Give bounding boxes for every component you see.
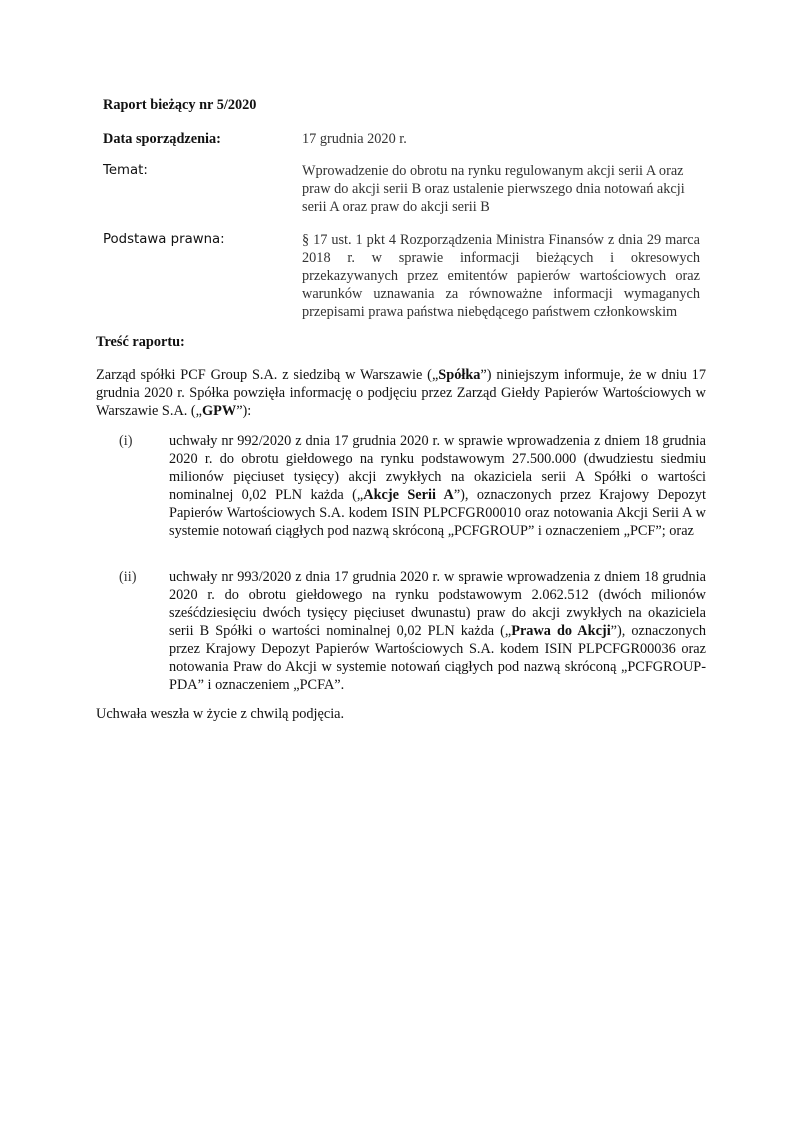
subject-label: Temat:	[103, 163, 148, 178]
list-item-number: (ii)	[119, 569, 137, 585]
report-title: Raport bieżący nr 5/2020	[103, 97, 257, 113]
intro-bold-gpw: GPW	[202, 403, 237, 419]
legal-basis-label: Podstawa prawna:	[103, 232, 225, 247]
intro-bold-spolka: Spółka	[438, 367, 481, 383]
date-label: Data sporządzenia:	[103, 131, 221, 147]
content-heading: Treść raportu:	[96, 334, 185, 350]
list-item-bold: Prawa do Akcji	[511, 623, 611, 639]
intro-paragraph	[96, 366, 706, 420]
list-item-text-part: uchwały nr 992/2020 z dnia 17 grudnia 2020 r. w sprawie wprowadzenia z dniem 18 grudnia 2020 r. do obrotu giełdowego na rynku podstawowym 27.500.000 (dwudziestu siedmiu milionów pięciuset tysięcy) akcji zwykłych na okaziciela serii A Spółki o wartości nominalnej 0,02 PLN każda („	[169, 433, 706, 503]
list-item-bold: Akcje Serii A	[363, 487, 454, 503]
closing-sentence: Uchwała weszła w życie z chwilą podjęcia.	[96, 706, 345, 722]
intro-text-1: Zarząd spółki PCF Group S.A. z siedzibą w Warszawie („	[96, 367, 439, 383]
list-item-text-part: ”), oznaczonych przez Krajowy Depozyt Papierów Wartościowych S.A. kodem ISIN PLPCFGR00036 oraz notowania Praw do Akcji w systemie notowań ciągłych pod nazwą skróconą „PCFGROUP-PDA” i oznaczeniem „PCFA”.	[169, 623, 707, 693]
list-item-text	[169, 432, 706, 540]
date-value: 17 grudnia 2020 r.	[302, 131, 407, 147]
intro-text-2: ”) niniejszym informuje, że w dniu 17 grudnia 2020 r. Spółka powzięła informację o podjęciu przez Zarząd Giełdy Papierów Wartościowych w Warszawie S.A. („	[96, 367, 706, 419]
list-item-text-part: ”), oznaczonych przez Krajowy Depozyt Papierów Wartościowych S.A. kodem ISIN PLPCFGR00010 oraz notowania Akcji Serii A w systemie notowań ciągłych pod nazwą skróconą „PCFGROUP” i oznaczeniem „PCF”; oraz	[169, 487, 706, 539]
list-item-text	[169, 568, 706, 694]
list-item-number: (i)	[119, 433, 133, 449]
subject-value: Wprowadzenie do obrotu na rynku regulowanym akcji serii A oraz praw do akcji serii B oraz ustalenie pierwszego dnia notowań akcji serii A oraz praw do akcji serii B	[302, 163, 685, 215]
intro-text-3: ”):	[236, 403, 252, 419]
list-item-text-part: uchwały nr 993/2020 z dnia 17 grudnia 2020 r. w sprawie wprowadzenia z dniem 18 grudnia 2020 r. do obrotu giełdowego na rynku podstawowym 2.062.512 (dwóch milionów sześćdziesięciu dwóch tysięcy pięciuset dwunastu) praw do akcji zwykłych na okaziciela serii B Spółki o wartości nominalnej 0,02 PLN każda („	[169, 569, 706, 639]
legal-basis-value: § 17 ust. 1 pkt 4 Rozporządzenia Ministra Finansów z dnia 29 marca 2018 r. w sprawie informacji bieżących i okresowych przekazywanych przez emitentów papierów wartościowych oraz warunków uznawania za równoważne informacji wymaganych przepisami prawa państwa niebędącego państwem członkowskim	[302, 232, 700, 320]
